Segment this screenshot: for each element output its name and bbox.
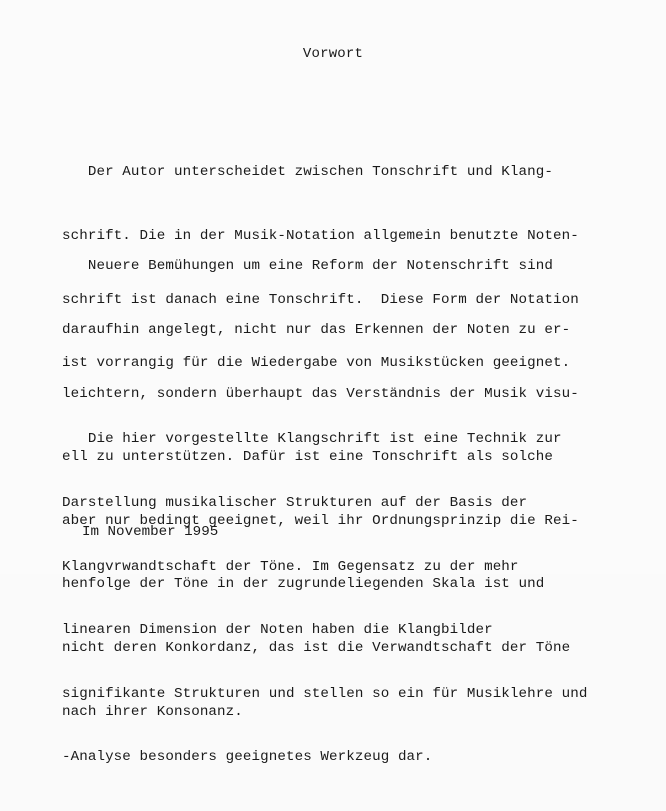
text-line: henfolge der Töne in der zugrundeliegenden Skala ist und [62,576,545,593]
text-line: ell zu unterstützen. Dafür ist eine Tonschrift als solche [62,449,553,466]
text-line: Darstellung musikalischer Strukturen auf der Basis der [62,495,528,511]
date-line: Im November 1995 [82,524,219,540]
text-line: Neuere Bemühungen um eine Reform der Notenschrift sind [62,258,553,275]
text-line: Der Autor unterscheidet zwischen Tonschrift und Klang- [62,164,553,181]
text-line: signifikante Strukturen und stellen so ein für Musiklehre und [62,685,588,702]
text-line: leichtern, sondern überhaupt das Verständnis der Musik visu- [62,385,579,402]
text-line: -Analyse besonders geeignetes Werkzeug dar. [62,749,433,766]
text-line: nicht deren Konkordanz, das ist die Verwandtschaft der Töne [62,639,571,656]
text-line: Die hier vorgestellte Klangschrift ist eine Technik zur [62,431,562,448]
text-line: Klangvrwandtschaft der Töne. Im Gegensatz zu der mehr [62,558,519,575]
text-line: daraufhin angelegt, nicht nur das Erkennen der Noten zu er- [62,322,571,338]
text-line: aber nur bedingt geeignet, weil ihr Ordnungsprinzip die Rei- [62,512,579,529]
text-line: linearen Dimension der Noten haben die Klangbilder [62,622,493,639]
text-line: nach ihrer Konsonanz. [62,703,243,720]
page-title: Vorwort [302,46,364,62]
paragraph-3 [62,387,587,811]
text-line: schrift ist danach eine Tonschrift. Diese Form der Notation [62,291,579,308]
text-line: ist vorrangig für die Wiedergabe von Musikstücken geeignet. [62,355,571,372]
text-line: schrift. Die in der Musik-Notation allgemein benutzte Noten- [62,228,579,244]
